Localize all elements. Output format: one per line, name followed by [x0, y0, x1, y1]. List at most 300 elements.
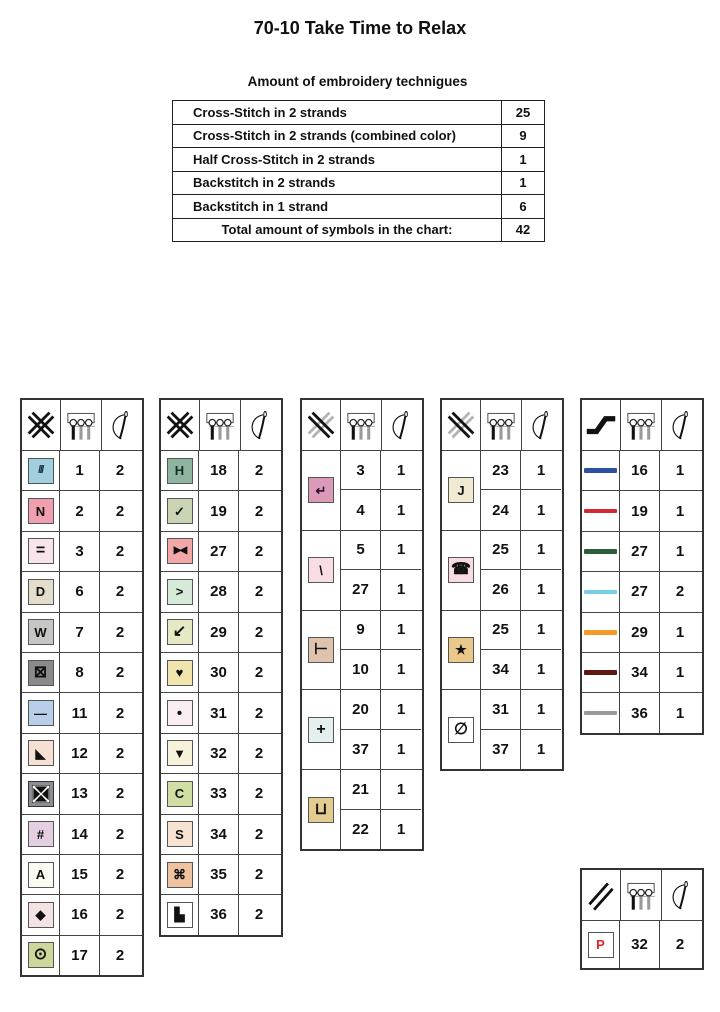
color-number-cell: 29 — [620, 613, 660, 652]
color-number-cell: 11 — [60, 693, 100, 732]
color-number-cell: 35 — [199, 855, 239, 894]
summary-row-value: 42 — [515, 222, 531, 238]
symbol-cell — [22, 491, 60, 530]
color-number-cell: 7 — [60, 613, 100, 652]
symbol-swatch: S — [167, 821, 193, 847]
color-number-cell: 34 — [199, 815, 239, 854]
strands-count-cell: 2 — [254, 502, 264, 520]
symbol-swatch: A — [28, 862, 54, 888]
strands-icon — [624, 408, 658, 442]
merged-entries — [481, 451, 561, 530]
symbol-cell — [302, 451, 341, 530]
legend-subrow — [341, 810, 421, 849]
symbol-swatch: ↙ — [167, 619, 193, 645]
strands-count-cell: 2 — [675, 936, 685, 953]
legend-row — [161, 693, 281, 733]
strands-count-cell: 2 — [115, 623, 125, 641]
color-number-cell: 18 — [199, 451, 239, 490]
symbol-cell — [302, 611, 341, 690]
legend-row — [582, 451, 702, 491]
needle-icon — [106, 408, 138, 442]
summary-row-label: Cross-Stitch in 2 strands (combined color) — [173, 125, 502, 148]
symbol-cell — [442, 451, 481, 530]
color-number-cell: 12 — [60, 734, 100, 773]
color-number-cell: 3 — [60, 532, 100, 571]
symbol-cell — [161, 532, 199, 571]
symbol-swatch: = — [28, 538, 54, 564]
symbol-cell — [161, 451, 199, 490]
symbol-swatch: H — [167, 458, 193, 484]
merged-entries — [341, 611, 421, 690]
symbol-swatch: \ — [308, 557, 334, 583]
symbol-cell — [22, 653, 60, 692]
legend-subrow — [341, 611, 421, 650]
backstitch-color-line — [584, 670, 617, 675]
strands-count-cell: 1 — [536, 581, 546, 599]
color-number-cell: 26 — [481, 570, 521, 609]
color-number-cell: 5 — [341, 531, 381, 569]
legend-row — [22, 613, 142, 653]
symbol-cell — [161, 693, 199, 732]
legend-row — [161, 855, 281, 895]
symbol-cell — [161, 855, 199, 894]
strands-count-cell: 1 — [675, 502, 685, 520]
color-number-cell: 27 — [199, 532, 239, 571]
strands-count-cell: 2 — [254, 866, 264, 884]
strands-count-cell: 2 — [115, 946, 125, 964]
symbol-swatch: ◣ — [28, 740, 54, 766]
legend-header-cell — [621, 870, 662, 920]
strands-count-cell: 2 — [254, 542, 264, 560]
color-number-cell: 32 — [199, 734, 239, 773]
legend-header-cell — [22, 400, 61, 450]
color-number-cell: 1 — [60, 451, 100, 490]
backstitch-color-cell — [582, 572, 620, 611]
symbol-swatch: ⊙ — [28, 942, 54, 968]
backstitch-color-cell — [582, 532, 620, 571]
strands-count-cell: 2 — [675, 583, 685, 601]
needle-icon — [526, 408, 558, 442]
symbol-cell — [442, 611, 481, 690]
symbol-cell — [442, 690, 481, 769]
symbol-cell — [22, 815, 60, 854]
symbol-swatch: C — [167, 781, 193, 807]
strands-count-cell: 2 — [254, 583, 264, 601]
summary-row — [173, 148, 544, 172]
symbol-swatch: ▶◀ — [167, 538, 193, 564]
legend-header-cell — [582, 400, 621, 450]
legend-subrow — [341, 531, 421, 570]
legend-row — [161, 774, 281, 814]
color-number-cell: 25 — [481, 531, 521, 569]
strands-count-cell: 1 — [536, 501, 546, 519]
symbol-cell — [161, 572, 199, 611]
needle-icon — [245, 408, 277, 442]
symbol-swatch: ◆ — [28, 902, 54, 928]
legend-row — [22, 451, 142, 491]
legend-subrow — [481, 570, 561, 609]
backstitch-color-line — [584, 711, 617, 716]
legend-row — [161, 572, 281, 612]
color-number-cell: 27 — [620, 532, 660, 571]
symbol-cell — [22, 451, 60, 490]
symbol-cell — [22, 774, 60, 813]
color-number-cell: 33 — [199, 774, 239, 813]
legend-header-row — [582, 870, 702, 921]
strands-count-cell: 1 — [396, 780, 406, 798]
summary-table-title: Amount of embroidery technigues — [247, 74, 468, 89]
legend-header-cell — [481, 400, 522, 450]
strands-count-cell: 1 — [396, 820, 406, 838]
symbol-swatch: W — [28, 619, 54, 645]
color-number-cell: 37 — [481, 730, 521, 769]
color-number-cell: 16 — [60, 895, 100, 934]
color-number-cell: 21 — [341, 770, 381, 808]
pinwheel-symbol-icon — [32, 785, 50, 803]
strands-count-cell: 2 — [254, 664, 264, 682]
merged-entries — [341, 690, 421, 769]
strands-count-cell: 1 — [396, 461, 406, 479]
legend-header-row — [161, 400, 281, 451]
symbol-swatch: ☎ — [448, 557, 474, 583]
legend-header-row — [22, 400, 142, 451]
legend-header-cell — [302, 400, 341, 450]
strands-count-cell: 2 — [115, 906, 125, 924]
legend-merged-row — [442, 690, 562, 769]
summary-row-label: Half Cross-Stitch in 2 strands — [173, 148, 502, 171]
color-number-cell: 23 — [481, 451, 521, 489]
legend-header-row — [442, 400, 562, 451]
half-cross-stitch-icon — [584, 878, 618, 912]
strands-count-cell: 1 — [396, 541, 406, 559]
legend-merged-row — [442, 611, 562, 691]
summary-row-value: 1 — [519, 175, 527, 191]
color-number-cell: 4 — [341, 490, 381, 529]
legend-row — [582, 921, 702, 968]
color-number-cell: 27 — [341, 570, 381, 609]
strands-count-cell: 1 — [675, 664, 685, 682]
legend-merged-row — [302, 531, 422, 611]
legend-row — [161, 532, 281, 572]
merged-entries — [481, 690, 561, 769]
symbol-cell — [442, 531, 481, 610]
symbol-swatch: ⊠ — [28, 660, 54, 686]
symbol-swatch: /// — [28, 458, 54, 484]
symbol-cell — [302, 531, 341, 610]
symbol-cell — [161, 895, 199, 934]
summary-row — [173, 125, 544, 149]
strands-count-cell: 1 — [396, 701, 406, 719]
backstitch-color-line — [584, 630, 617, 635]
color-number-cell: 31 — [199, 693, 239, 732]
legend-row — [582, 653, 702, 693]
strands-count-cell: 2 — [254, 623, 264, 641]
strands-icon — [203, 408, 237, 442]
symbol-cell — [161, 734, 199, 773]
strands-icon — [64, 408, 98, 442]
symbol-cell — [22, 855, 60, 894]
color-number-cell: 28 — [199, 572, 239, 611]
cross-stitch-table-1 — [20, 398, 144, 977]
symbol-swatch: P — [588, 932, 614, 958]
legend-subrow — [481, 690, 561, 729]
legend-row — [161, 895, 281, 934]
symbol-cell — [161, 491, 199, 530]
strands-count-cell: 1 — [536, 740, 546, 758]
legend-header-row — [302, 400, 422, 451]
strands-count-cell: 1 — [536, 541, 546, 559]
strands-count-cell: 2 — [115, 704, 125, 722]
strands-count-cell: 1 — [396, 581, 406, 599]
backstitch-color-cell — [582, 693, 620, 732]
strands-count-cell: 1 — [396, 501, 406, 519]
color-number-cell: 15 — [60, 855, 100, 894]
symbol-cell — [161, 653, 199, 692]
backstitch-color-line — [584, 468, 617, 473]
strands-count-cell: 2 — [115, 664, 125, 682]
legend-row — [22, 774, 142, 814]
color-number-cell: 24 — [481, 490, 521, 529]
color-number-cell: 37 — [341, 730, 381, 769]
legend-merged-row — [302, 611, 422, 691]
legend-merged-row — [442, 531, 562, 611]
symbol-cell — [22, 734, 60, 773]
strands-count-cell: 2 — [254, 704, 264, 722]
legend-subrow — [481, 650, 561, 689]
symbol-cell — [22, 895, 60, 934]
backstitch-color-cell — [582, 491, 620, 530]
legend-subrow — [341, 770, 421, 809]
color-number-cell: 20 — [341, 690, 381, 728]
legend-row — [161, 734, 281, 774]
strands-count-cell: 2 — [115, 825, 125, 843]
strands-count-cell: 1 — [536, 461, 546, 479]
strands-count-cell: 1 — [396, 740, 406, 758]
symbol-cell — [22, 693, 60, 732]
color-number-cell: 27 — [620, 572, 660, 611]
color-number-cell: 29 — [199, 613, 239, 652]
symbol-swatch: ♥ — [167, 660, 193, 686]
combined-cross-stitch-icon — [444, 408, 478, 442]
symbol-swatch: ⊢ — [308, 637, 334, 663]
symbol-cell — [302, 770, 341, 849]
strands-count-cell: 1 — [396, 621, 406, 639]
strands-count-cell: 2 — [115, 785, 125, 803]
legend-subrow — [341, 451, 421, 490]
strands-count-cell: 1 — [396, 661, 406, 679]
summary-row-label: Total amount of symbols in the chart: — [173, 219, 502, 242]
legend-row — [582, 693, 702, 732]
backstitch-table — [580, 398, 704, 735]
legend-merged-row — [302, 770, 422, 849]
color-number-cell: 3 — [341, 451, 381, 489]
symbol-swatch: ✓ — [167, 498, 193, 524]
symbol-swatch: ▼ — [167, 740, 193, 766]
legend-row — [582, 572, 702, 612]
legend-row — [22, 653, 142, 693]
symbol-swatch: — — [28, 700, 54, 726]
strands-count-cell: 1 — [536, 701, 546, 719]
color-number-cell: 19 — [199, 491, 239, 530]
legend-header-cell — [241, 400, 281, 450]
strands-count-cell: 2 — [115, 502, 125, 520]
color-number-cell: 25 — [481, 611, 521, 649]
legend-row — [22, 491, 142, 531]
backstitch-color-line — [584, 590, 617, 595]
summary-row-value: 25 — [515, 104, 531, 120]
legend-row — [22, 572, 142, 612]
legend-header-cell — [442, 400, 481, 450]
symbol-swatch: N — [28, 498, 54, 524]
legend-row — [22, 936, 142, 975]
merged-entries — [481, 531, 561, 610]
legend-subrow — [341, 490, 421, 529]
cross-stitch-table-2 — [159, 398, 283, 937]
symbol-cell — [161, 613, 199, 652]
symbol-swatch: ⌘ — [167, 862, 193, 888]
legend-row — [22, 855, 142, 895]
legend-subrow — [341, 690, 421, 729]
strands-icon — [624, 878, 658, 912]
backstitch-icon — [583, 409, 619, 442]
summary-row — [173, 219, 544, 243]
backstitch-color-line — [584, 509, 617, 514]
color-number-cell: 36 — [199, 895, 239, 934]
symbol-swatch: • — [167, 700, 193, 726]
cross-stitch-icon — [163, 408, 197, 442]
summary-row-label: Backstitch in 1 strand — [173, 195, 502, 218]
legend-header-cell — [621, 400, 662, 450]
strands-count-cell: 1 — [675, 462, 685, 480]
backstitch-color-cell — [582, 653, 620, 692]
summary-row — [173, 172, 544, 196]
legend-header-cell — [382, 400, 422, 450]
strands-count-cell: 1 — [675, 623, 685, 641]
symbol-swatch: > — [167, 579, 193, 605]
needle-icon — [666, 408, 698, 442]
legend-row — [161, 613, 281, 653]
strands-icon — [484, 408, 518, 442]
combined-cross-stitch-icon — [304, 408, 338, 442]
summary-row-label: Cross-Stitch in 2 strands — [173, 101, 502, 124]
merged-entries — [341, 531, 421, 610]
color-number-cell: 34 — [481, 650, 521, 689]
strands-count-cell: 2 — [254, 462, 264, 480]
legend-row — [161, 451, 281, 491]
strands-count-cell: 1 — [536, 661, 546, 679]
legend-row — [161, 815, 281, 855]
merged-entries — [481, 611, 561, 690]
color-number-cell: 2 — [60, 491, 100, 530]
strands-count-cell: 2 — [254, 785, 264, 803]
symbol-swatch-pinwheel — [28, 781, 54, 807]
legend-header-cell — [102, 400, 142, 450]
legend-header-cell — [582, 870, 621, 920]
summary-row — [173, 195, 544, 219]
legend-header-cell — [341, 400, 382, 450]
legend-row — [22, 693, 142, 733]
legend-header-row — [582, 400, 702, 451]
combined-color-table-1 — [300, 398, 424, 851]
symbol-cell — [161, 774, 199, 813]
strands-count-cell: 1 — [675, 542, 685, 560]
merged-entries — [341, 451, 421, 530]
legend-row — [161, 653, 281, 693]
legend-subrow — [341, 650, 421, 689]
strands-count-cell: 1 — [536, 621, 546, 639]
backstitch-color-line — [584, 549, 617, 554]
summary-row-label: Backstitch in 2 strands — [173, 172, 502, 195]
legend-header-cell — [200, 400, 241, 450]
symbol-cell — [161, 815, 199, 854]
backstitch-color-cell — [582, 613, 620, 652]
color-number-cell: 22 — [341, 810, 381, 849]
strands-count-cell: 1 — [675, 704, 685, 722]
strands-count-cell: 2 — [115, 583, 125, 601]
color-number-cell: 34 — [620, 653, 660, 692]
legend-merged-row — [302, 451, 422, 531]
summary-table — [172, 100, 545, 242]
color-number-cell: 13 — [60, 774, 100, 813]
symbol-swatch: + — [308, 717, 334, 743]
color-number-cell: 6 — [60, 572, 100, 611]
color-number-cell: 17 — [60, 936, 100, 975]
color-number-cell: 36 — [620, 693, 660, 732]
legend-header-cell — [61, 400, 102, 450]
strands-count-cell: 2 — [115, 462, 125, 480]
symbol-cell — [22, 613, 60, 652]
legend-merged-row — [302, 690, 422, 770]
symbol-swatch: ↵ — [308, 477, 334, 503]
summary-row-value: 9 — [519, 128, 527, 144]
legend-header-cell — [662, 870, 702, 920]
legend-subrow — [481, 490, 561, 529]
legend-header-cell — [522, 400, 562, 450]
strands-count-cell: 2 — [254, 906, 264, 924]
strands-count-cell: 2 — [254, 744, 264, 762]
color-number-cell: 9 — [341, 611, 381, 649]
color-number-cell: 14 — [60, 815, 100, 854]
strands-count-cell: 2 — [115, 744, 125, 762]
strands-count-cell: 2 — [115, 542, 125, 560]
half-cross-stitch-table — [580, 868, 704, 970]
color-number-cell: 30 — [199, 653, 239, 692]
symbol-swatch: ⊔ — [308, 797, 334, 823]
legend-subrow — [481, 611, 561, 650]
color-number-cell: 8 — [60, 653, 100, 692]
symbol-cell — [22, 936, 60, 975]
symbol-swatch: ▙ — [167, 902, 193, 928]
summary-row-value: 1 — [519, 151, 527, 167]
legend-subrow — [481, 451, 561, 490]
strands-icon — [344, 408, 378, 442]
symbol-cell — [22, 572, 60, 611]
symbol-swatch: # — [28, 821, 54, 847]
symbol-swatch: ★ — [448, 637, 474, 663]
color-number-cell: 10 — [341, 650, 381, 689]
legend-merged-row — [442, 451, 562, 531]
legend-row — [22, 815, 142, 855]
legend-subrow — [341, 730, 421, 769]
legend-subrow — [481, 730, 561, 769]
symbol-swatch: ∅ — [448, 717, 474, 743]
legend-subrow — [341, 570, 421, 609]
symbol-cell — [302, 690, 341, 769]
legend-row — [161, 491, 281, 531]
combined-color-table-2 — [440, 398, 564, 771]
needle-icon — [666, 878, 698, 912]
legend-row — [22, 895, 142, 935]
